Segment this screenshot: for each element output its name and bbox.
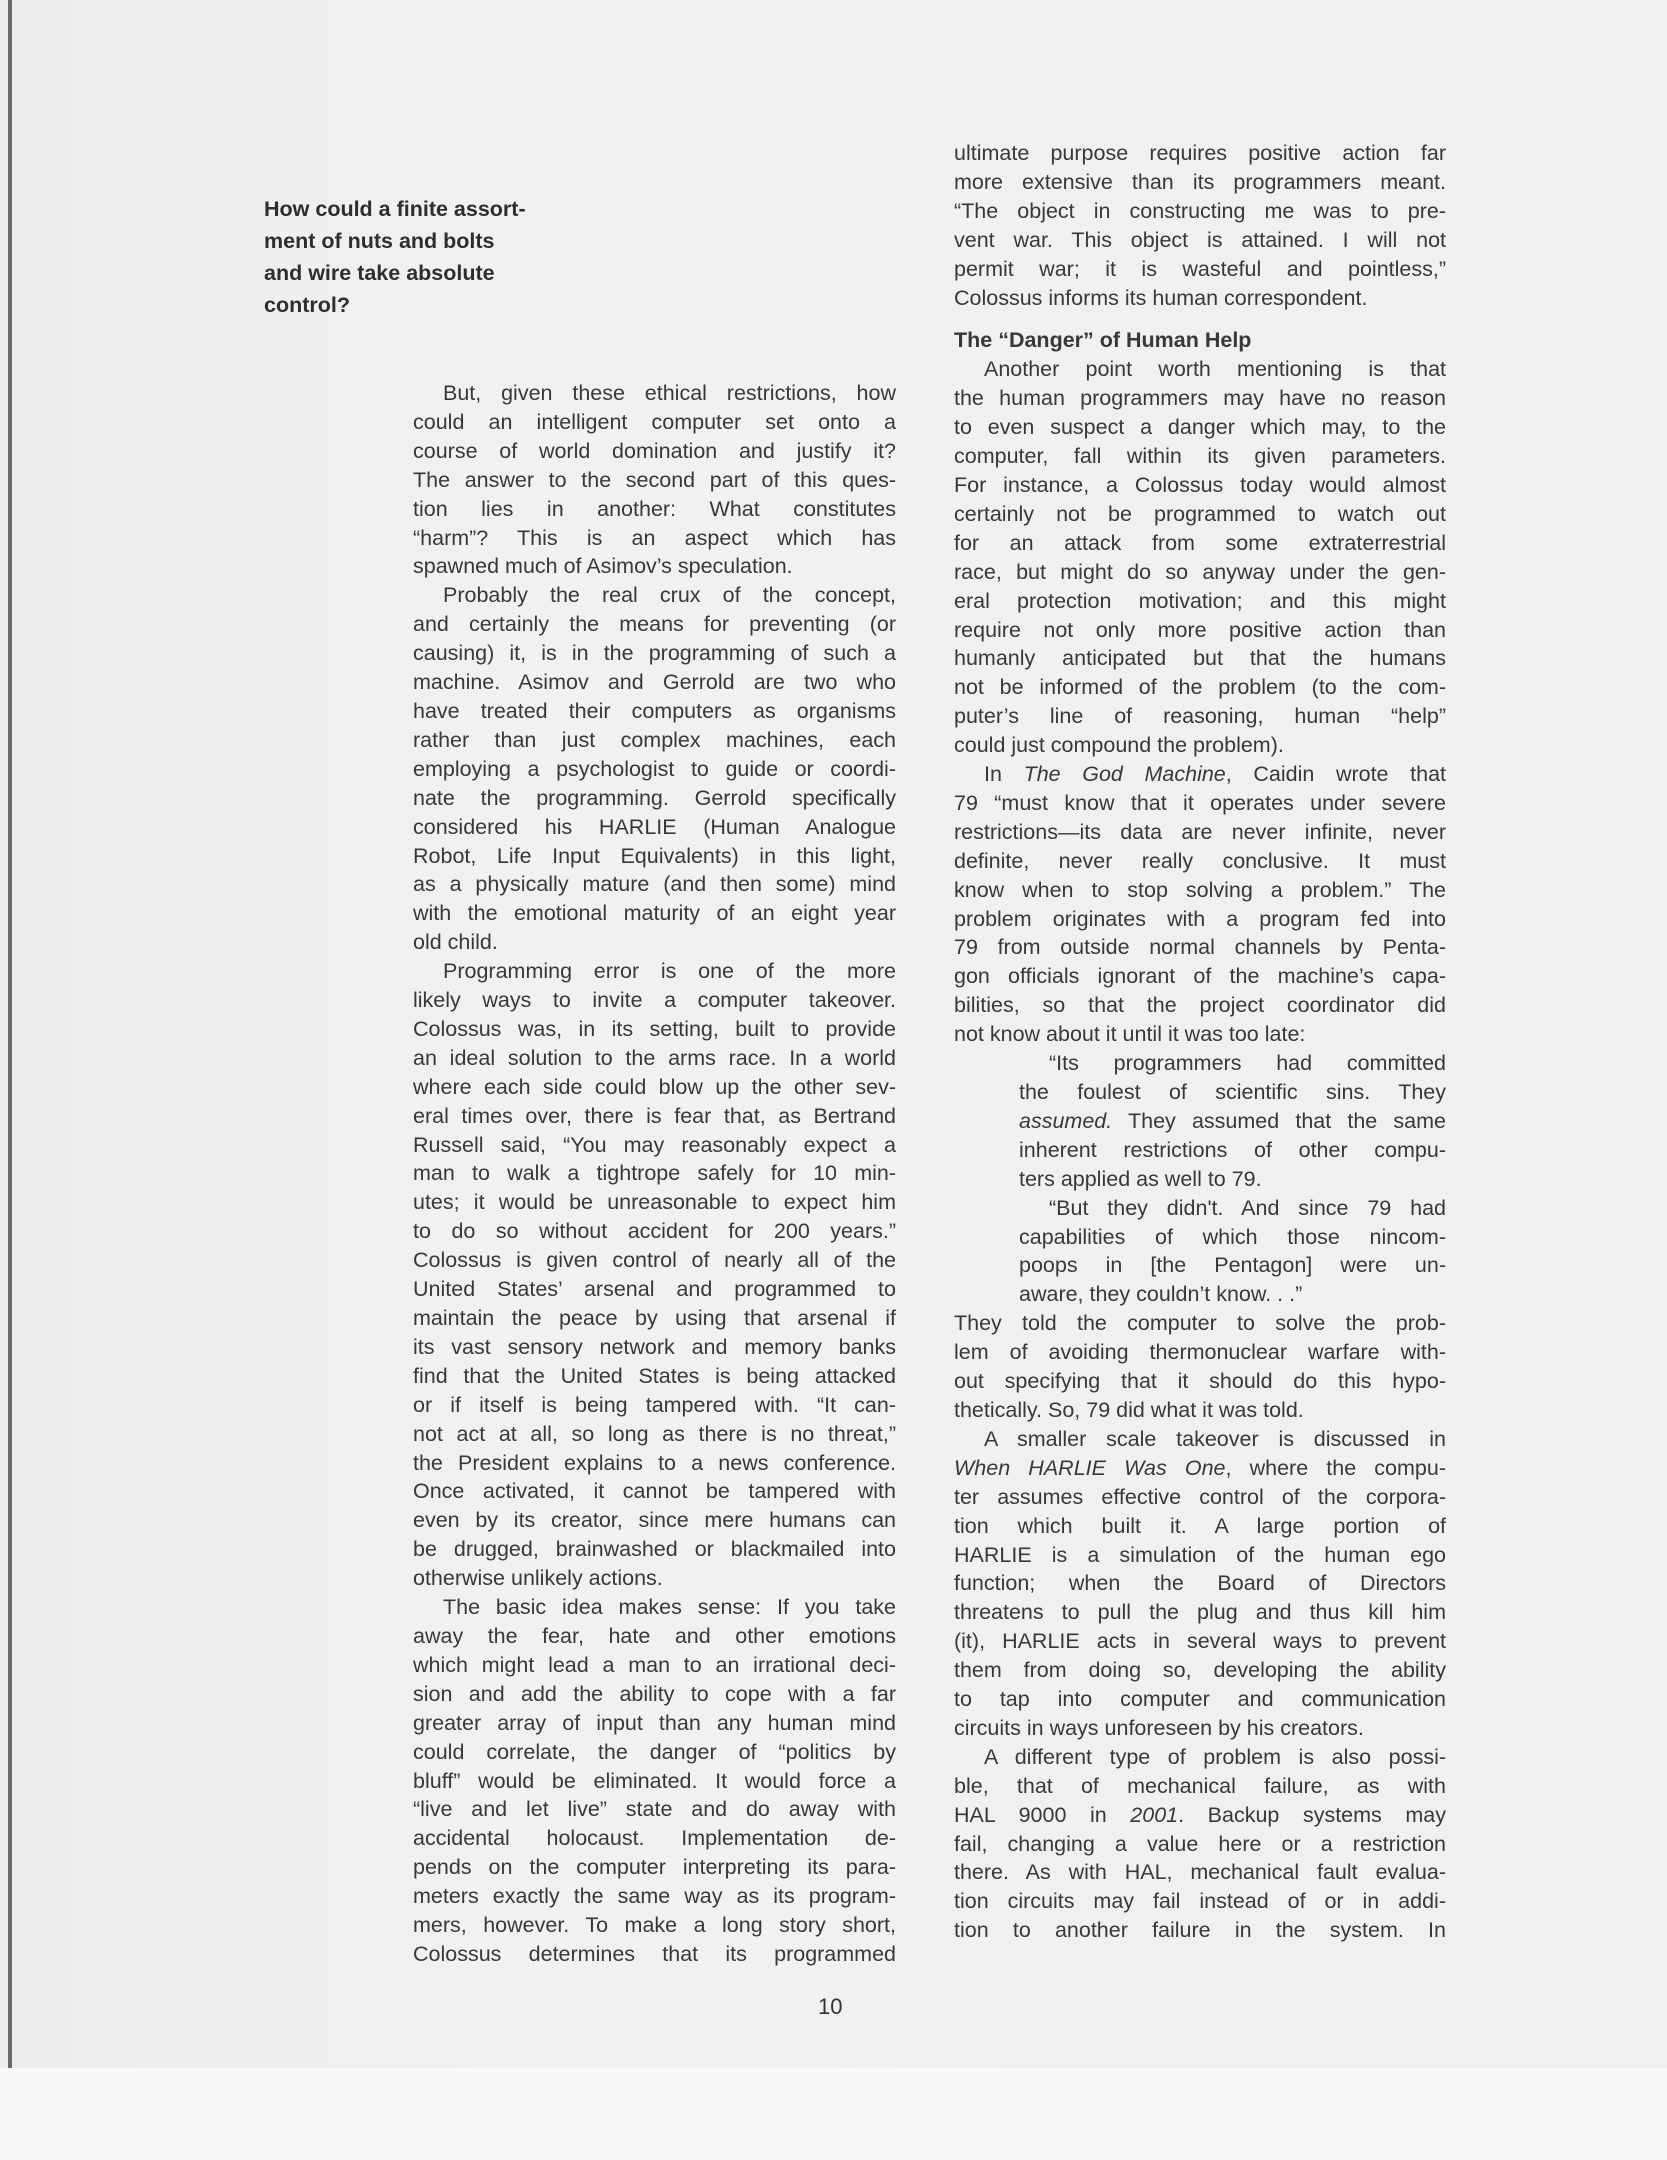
text-line: maintain the peace by using that arsenal if [413,1306,896,1330]
text-line: They told the computer to solve the prob- [954,1311,1446,1336]
paragraph [954,1425,1446,1743]
text-line: to even suspect a danger which may, to the [954,415,1446,440]
text-line: Programming error is one of the more [443,959,896,984]
text-line: with the emotional maturity of an eight year [413,901,896,926]
text-line: Colossus informs its human correspondent. [954,285,1368,310]
text-line: circuits in ways unforeseen by his creators. [954,1715,1364,1740]
text-line: the human programmers may have no reason [954,386,1446,411]
text-segment: , where the compu- [1225,1455,1446,1480]
text-line: not be informed of the problem (to the com- [954,675,1446,700]
text-line: require not only more positive action than [954,617,1446,642]
text-line: its vast sensory network and memory banks [413,1334,896,1359]
text-line: inherent restrictions of other compu- [1019,1137,1446,1162]
text-line: machine. Asimov and Gerrold are two who [413,670,896,695]
text-line: “Its programmers had committed [1049,1051,1446,1076]
text-line: more extensive than its programmers meant. [954,169,1446,194]
text-line: could just compound the problem). [954,733,1284,758]
text-line: to tap into computer and communication [954,1687,1446,1712]
text-segment: In [984,762,1024,787]
text-line: likely ways to invite a computer takeover. [413,988,896,1013]
text-line: bilities, so that the project coordinator did [954,993,1446,1018]
paragraph [954,355,1446,760]
text-line: course of world domination and justify it? [413,438,896,463]
text-line: nate the programming. Gerrold specifically [413,785,896,810]
text-segment: They assumed that the same [1112,1108,1446,1133]
text-line: A smaller scale takeover is discussed in [984,1426,1446,1451]
text-line: function; when the Board of Directors [954,1571,1446,1596]
text-line: even by its creator, since mere humans can [413,1508,896,1533]
text-line: be drugged, brainwashed or blackmailed into [413,1537,896,1562]
text-line [954,760,1446,789]
text-line: poops in [the Pentagon] were un- [1019,1253,1446,1278]
text-line: definite, never really conclusive. It must [954,848,1446,873]
text-line: restrictions—its data are never infinite, never [954,819,1446,844]
paragraph [954,139,1446,312]
text-line: the President explains to a news conference. [413,1450,896,1475]
paragraph [954,1743,1446,1945]
text-line: permit war; it is wasteful and pointless,” [954,256,1446,281]
text-line: threatens to pull the plug and thus kill him [954,1600,1446,1625]
block-quote [1019,1049,1446,1194]
italic-title: When HARLIE Was One [954,1455,1226,1480]
text-line: Colossus is given control of nearly all of the [413,1248,896,1273]
text-line: tion which built it. A large portion of [954,1513,1446,1538]
italic-title: The God Machine [1023,762,1226,787]
page-number: 10 [818,1994,843,2019]
text-line: ter assumes effective control of the corpora- [954,1484,1446,1509]
text-line: ultimate purpose requires positive action far [954,141,1446,165]
text-line: them from doing so, developing the ability [954,1658,1446,1683]
text-line: eral protection motivation; and this might [954,588,1446,613]
text-line: fail, changing a value here or a restriction [954,1831,1446,1856]
text-line: Russell said, “You may reasonably expect a [413,1132,896,1157]
text-line: accidental holocaust. Implementation de- [413,1826,896,1851]
text-line: lem of avoiding thermonuclear warfare with- [954,1340,1446,1365]
text-line: not act at all, so long as there is no threat,” [413,1421,896,1446]
text-line: Colossus was, in its setting, built to provide [413,1016,896,1041]
text-line: there. As with HAL, mechanical fault evalua- [954,1860,1446,1885]
text-segment: . Backup systems may [1178,1802,1446,1827]
text-line: pends on the computer interpreting its para- [413,1855,896,1880]
text-segment: HAL 9000 in [954,1802,1131,1827]
text-line: tion circuits may fail instead of or in addi- [954,1889,1446,1914]
right-text-column [954,139,1446,1945]
text-line: causing) it, is in the programming of such a [413,641,896,666]
text-line: The answer to the second part of this ques- [413,467,896,492]
text-line: find that the United States is being attacked [413,1363,896,1388]
section-heading [954,326,1446,355]
text-line: capabilities of which those nincom- [1019,1224,1446,1249]
text-line: race, but might do so anyway under the gen- [954,559,1446,584]
italic-title: 2001 [1130,1802,1179,1827]
text-line: “harm”? This is an aspect which has [413,525,896,550]
text-line: tion lies in another: What constitutes [413,496,896,521]
italic-title: assumed. [1019,1108,1113,1133]
text-line: puter’s line of reasoning, human “help” [954,704,1446,729]
text-line: computer, fall within its given parameters. [954,444,1446,469]
text-line: The “Danger” of Human Help [954,328,1252,353]
text-line: “The object in constructing me was to pre- [954,198,1446,223]
text-line: man to walk a tightrope safely for 10 min- [413,1161,896,1186]
text-line: not know about it until it was too late: [954,1022,1306,1047]
text-line: away the fear, hate and other emotions [413,1623,896,1648]
text-line: where each side could blow up the other sev- [413,1074,896,1099]
text-line: Another point worth mentioning is that [984,357,1446,382]
left-text-column [413,379,896,1969]
text-line: considered his HARLIE (Human Analogue [413,814,896,839]
text-line: (it), HARLIE acts in several ways to prevent [954,1629,1446,1654]
text-line: employing a psychologist to guide or coordi- [413,756,896,781]
text-line: aware, they couldn’t know. . .” [1019,1282,1303,1307]
text-line: “live and let live” state and do away with [413,1797,896,1822]
text-line: humanly anticipated but that the humans [954,646,1446,671]
text-line: tion to another failure in the system. In [954,1918,1446,1943]
page-edge-shadow [8,0,12,2068]
text-line: For instance, a Colossus today would almost [954,472,1446,497]
paragraph [954,1309,1446,1425]
text-line: United States’ arsenal and programmed to [413,1277,896,1302]
text-line: old child. [413,930,498,955]
text-line: But, given these ethical restrictions, how [443,381,896,405]
text-line: The basic idea makes sense: If you take [443,1595,896,1620]
text-line: problem originates with a program fed into [954,906,1446,931]
text-line: for an attack from some extraterrestrial [954,530,1446,555]
text-line: 79 from outside normal channels by Penta- [954,935,1446,960]
text-line: the foulest of scientific sins. They [1019,1080,1446,1104]
text-line: certainly not be programmed to watch out [954,501,1446,526]
pull-quote-line: and wire take absolute [264,261,495,285]
paragraph [954,760,1446,1049]
text-line: A different type of problem is also possi- [984,1744,1446,1769]
text-line: “But they didn't. And since 79 had [1049,1195,1446,1220]
pull-quote-line: ment of nuts and bolts [264,229,495,253]
pull-quote-line: control? [264,293,350,317]
text-line [1019,1107,1446,1136]
text-line: have treated their computers as organisms [413,698,896,723]
text-segment: , Caidin wrote that [1225,762,1446,787]
text-line: bluff” would be eliminated. It would force a [413,1768,896,1793]
paragraph [413,1593,896,1969]
text-line: ters applied as well to 79. [1019,1166,1262,1191]
text-line: Robot, Life Input Equivalents) in this light, [413,843,896,868]
paragraph [413,957,896,1593]
text-line: eral times over, there is fear that, as Bertrand [413,1103,896,1128]
block-quote [1019,1194,1446,1310]
pull-quote [264,193,560,321]
text-line: know when to stop solving a problem.” The [954,877,1446,902]
text-line: out specifying that it should do this hypo- [954,1369,1446,1394]
text-line: Once activated, it cannot be tampered with [413,1479,896,1504]
text-line: and certainly the means for preventing (or [413,612,896,637]
text-line [954,1801,1446,1830]
text-line: or if itself is being tampered with. “It can- [413,1392,896,1417]
text-line: which might lead a man to an irrational deci- [413,1652,896,1677]
text-line: spawned much of Asimov’s speculation. [413,554,793,579]
text-line: Colossus determines that its programmed [413,1941,896,1966]
text-line: vent war. This object is attained. I will not [954,227,1446,252]
text-line: Probably the real crux of the concept, [443,583,896,608]
text-line: to do so without accident for 200 years.” [413,1219,896,1244]
text-line: could an intelligent computer set onto a [413,409,896,434]
text-line: as a physically mature (and then some) mind [413,872,896,897]
pull-quote-line: How could a finite assort- [264,197,526,221]
text-line: rather than just complex machines, each [413,727,896,752]
text-line: utes; it would be unreasonable to expect him [413,1190,896,1215]
paragraph [413,379,896,581]
text-line: meters exactly the same way as its program- [413,1884,896,1909]
text-line: otherwise unlikely actions. [413,1566,663,1591]
text-line: ble, that of mechanical failure, as with [954,1773,1446,1798]
text-line: thetically. So, 79 did what it was told. [954,1397,1304,1422]
text-line: gon officials ignorant of the machine’s capa- [954,964,1446,989]
text-line: HARLIE is a simulation of the human ego [954,1542,1446,1567]
text-line: mers, however. To make a long story short, [413,1913,896,1938]
text-line: sion and add the ability to cope with a far [413,1681,896,1706]
text-line: could correlate, the danger of “politics by [413,1739,896,1764]
text-line: 79 “must know that it operates under severe [954,790,1446,815]
text-line: greater array of input than any human mind [413,1710,896,1735]
paragraph [413,581,896,957]
text-line: an ideal solution to the arms race. In a world [413,1045,896,1070]
text-line [954,1454,1446,1483]
